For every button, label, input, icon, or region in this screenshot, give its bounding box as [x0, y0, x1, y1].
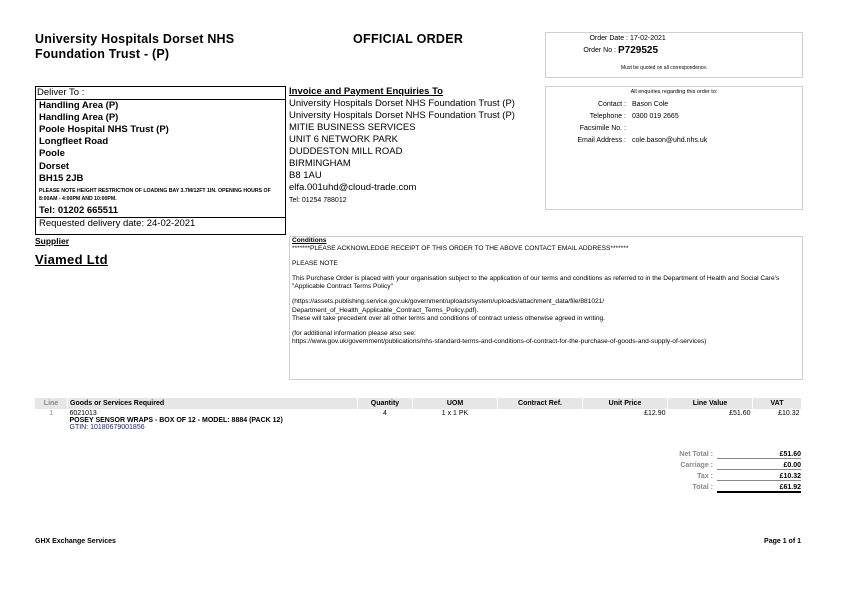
deliver-line: Poole Hospital NHS Trust (P) — [39, 124, 169, 136]
net-total-value: £51.60 — [717, 451, 801, 459]
invoice-telephone: Tel: 01254 788012 — [289, 197, 347, 204]
footer-left: GHX Exchange Services — [35, 538, 116, 545]
order-no-label: Order No : — [583, 47, 616, 54]
invoice-line: UNIT 6 NETWORK PARK — [289, 134, 398, 145]
deliver-line: Longfleet Road — [39, 136, 109, 148]
cell-vat: £10.32 — [778, 410, 800, 417]
deliver-line: Dorset — [39, 160, 70, 172]
additional-info-url[interactable]: https://www.gov.uk/government/publications/nhs-standard-terms-and-conditions-of-contract-for-the-purchase-of-goods-and-supply-of-services) — [292, 337, 707, 345]
item-code: 6021013 — [69, 410, 97, 417]
cell-unit-price: £12.90 — [644, 410, 666, 417]
total-label: Total : — [692, 484, 713, 491]
tax-value: £10.32 — [717, 473, 801, 481]
invoice-email[interactable]: elfa.001uhd@cloud-trade.com — [289, 182, 417, 193]
invoice-header: Invoice and Payment Enquiries To — [289, 86, 443, 97]
org-name-line2: Foundation Trust - (P) — [35, 47, 170, 61]
contact-header: All enquiries regarding this order to: — [630, 89, 718, 95]
cell-line-value: £51.60 — [729, 410, 751, 417]
cell-quantity: 4 — [383, 410, 387, 417]
supplier-label: Supplier — [35, 236, 70, 246]
invoice-line: DUDDESTON MILL ROAD — [289, 146, 403, 157]
net-total-label: Net Total : — [679, 451, 713, 458]
col-uom: UOM — [413, 398, 498, 409]
order-no-value: P729525 — [618, 45, 659, 56]
item-description: POSEY SENSOR WRAPS - BOX OF 12 - MODEL: 8884 (PACK 12) — [69, 417, 283, 424]
table-row — [35, 409, 802, 432]
col-vat: VAT — [753, 398, 802, 409]
deliver-telephone: Tel: 01202 665511 — [39, 204, 119, 216]
org-name-line1: University Hospitals Dorset NHS — [35, 32, 235, 46]
organisation-name — [35, 32, 234, 62]
carriage-label: Carriage : — [680, 462, 713, 469]
cell-goods — [68, 409, 358, 432]
item-gtin: GTIN: 10180679001856 — [69, 424, 145, 431]
order-lines-table — [35, 398, 802, 432]
tax-label: Tax : — [697, 473, 713, 480]
deliver-line: BH15 2JB — [39, 172, 84, 184]
order-date-value: 17-02-2021 — [630, 35, 666, 42]
carriage-value: £0.00 — [717, 462, 801, 470]
email-value[interactable]: cole.bason@uhd.nhs.uk — [632, 136, 708, 144]
col-goods: Goods or Services Required — [68, 398, 358, 409]
acknowledge-text: *******PLEASE ACKNOWLEDGE RECEIPT OF THIS ORDER TO THE ABOVE CONTACT EMAIL ADDRESS******* — [292, 245, 629, 253]
cell-uom: 1 x 1 PK — [441, 410, 469, 417]
supplier-name: Viamed Ltd — [35, 252, 108, 267]
contact-value: Bason Cole — [632, 100, 669, 108]
policy-url[interactable]: (https://assets.publishing.service.gov.uk/government/uploads/system/uploads/attachment_data/file/881021/ — [292, 298, 605, 306]
order-info-box — [545, 32, 803, 78]
telephone-value: 0300 019 2665 — [632, 112, 679, 120]
deliver-line: Handling Area (P) — [39, 100, 119, 112]
page-number: Page 1 of 1 — [764, 538, 801, 545]
invoice-line: MITIE BUSINESS SERVICES — [289, 122, 416, 133]
table-header-row — [35, 398, 802, 409]
order-quote-note: Must be quoted on all correspondence. — [621, 65, 708, 71]
contact-label: Contact : — [597, 100, 626, 108]
deliver-to-box — [35, 86, 286, 235]
col-unit-price: Unit Price — [583, 398, 668, 409]
telephone-label: Telephone : — [589, 112, 626, 120]
requested-delivery-date: Requested delivery date: 24-02-2021 — [36, 217, 285, 230]
col-quantity: Quantity — [358, 398, 413, 409]
invoice-line: University Hospitals Dorset NHS Foundation Trust (P) — [289, 110, 515, 121]
invoice-line: B8 1AU — [289, 170, 322, 181]
col-line-value: Line Value — [668, 398, 753, 409]
please-note: PLEASE NOTE — [292, 260, 338, 268]
conditions-header: Conditions — [292, 237, 327, 244]
invoice-line: BIRMINGHAM — [289, 158, 351, 169]
additional-info: (for additional information please also see: — [292, 329, 416, 337]
total-value: £61.92 — [717, 484, 801, 493]
precedence-text: These will take precedent over all other terms and conditions of contract unless otherwise agreed in writing. — [292, 314, 605, 322]
deliver-to-header: Deliver To : — [36, 87, 285, 100]
document-title: OFFICIAL ORDER — [353, 32, 464, 46]
cell-contract — [498, 409, 583, 432]
contact-box — [545, 86, 803, 210]
conditions-box — [289, 236, 803, 380]
fax-label: Facsimile No. : — [579, 124, 626, 132]
deliver-address — [36, 100, 285, 217]
policy-url-cont: Department_of_Health_Applicable_Contract_Terms_Policy.pdf). — [292, 306, 479, 314]
email-label: Email Address : — [577, 136, 626, 144]
col-contract: Contract Ref. — [498, 398, 583, 409]
invoice-enquiries — [289, 86, 544, 208]
conditions-paragraph: This Purchase Order is placed with your organisation subject to the application of our terms and conditions as referred to in the Department of Health and Social Care's "Applicable Contract Terms Policy" — [292, 275, 780, 291]
order-date-label: Order Date : — [589, 35, 628, 42]
delivery-note: PLEASE NOTE HEIGHT RESTRICTION OF LOADING BAY 3.7M/12FT 1IN. OPENING HOURS OF 8:00AM - 4:00PM AND 10:00PM. — [39, 187, 271, 202]
col-line: Line — [35, 398, 68, 409]
invoice-line: University Hospitals Dorset NHS Foundation Trust (P) — [289, 98, 515, 109]
cell-line: 1 — [49, 410, 54, 417]
deliver-line: Poole — [39, 148, 65, 160]
deliver-line: Handling Area (P) — [39, 112, 119, 124]
